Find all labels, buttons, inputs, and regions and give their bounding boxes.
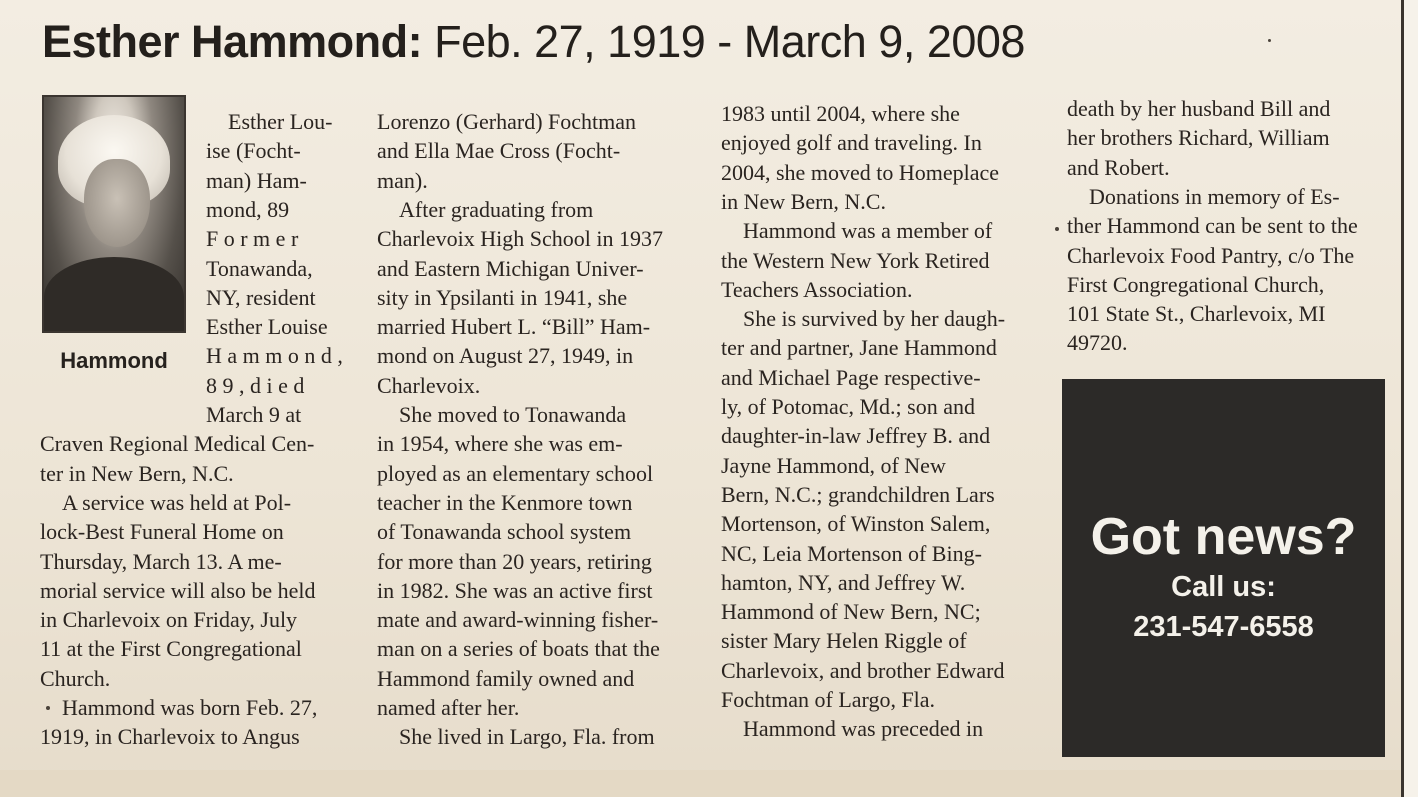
column2-line: for more than 20 years, retiring [377, 549, 652, 574]
column1-line: A service was held at Pol- [62, 490, 292, 515]
column3-line: She is survived by her daugh- [743, 306, 1006, 331]
column3-line: Teachers Association. [721, 277, 913, 302]
ad-call-label: Call us: [1171, 571, 1276, 603]
column2-line: Lorenzo (Gerhard) Fochtman [377, 109, 637, 134]
column1-line: ise (Focht- [206, 138, 301, 163]
column1-line: in Charlevoix on Friday, July [40, 607, 298, 632]
column1-line: man) Ham- [206, 168, 307, 193]
column2-line: Charlevoix. [377, 373, 481, 398]
column3-line: Mortenson, of Winston Salem, [721, 511, 991, 536]
ad-phone: 231-547-6558 [1133, 611, 1314, 643]
column1-line: Tonawanda, [206, 256, 313, 281]
column2-line: Charlevoix High School in 1937 [377, 226, 663, 251]
column3-line: enjoyed golf and traveling. In [721, 130, 982, 155]
column3-line: Bern, N.C.; grandchildren Lars [721, 482, 995, 507]
column1-line: NY, resident [206, 285, 316, 310]
print-speck [1268, 39, 1271, 42]
column2-line: and Eastern Michigan Univer- [377, 256, 644, 281]
column3-line: Charlevoix, and brother Edward [721, 658, 1005, 683]
print-speck [46, 706, 50, 710]
column1-line: March 9 at [206, 402, 302, 427]
column4-line: First Congregational Church, [1067, 272, 1325, 297]
column2-line: She moved to Tonawanda [399, 402, 627, 427]
column3-line: Hammond was preceded in [743, 716, 984, 741]
column2-line: mate and award-winning fisher- [377, 607, 659, 632]
column3-line: the Western New York Retired [721, 248, 990, 273]
column1-line: morial service will also be held [40, 578, 316, 603]
column1-line: Hammond was born Feb. 27, [62, 695, 318, 720]
column3-line: Jayne Hammond, of New [721, 453, 946, 478]
column2-line: mond on August 27, 1949, in [377, 343, 634, 368]
column4-line: and Robert. [1067, 155, 1170, 180]
column3-line: 2004, she moved to Homeplace [721, 160, 999, 185]
column3-line: Fochtman of Largo, Fla. [721, 687, 936, 712]
obituary-headline [42, 14, 1142, 70]
column4-line: ther Hammond can be sent to the [1067, 213, 1358, 238]
got-news-ad [1062, 379, 1385, 757]
column3-line: 1983 until 2004, where she [721, 101, 960, 126]
column4-line: Charlevoix Food Pantry, c/o The [1067, 243, 1355, 268]
column1-line: mond, 89 [206, 197, 290, 222]
column1-line: 1919, in Charlevoix to Angus [40, 724, 300, 749]
column1-line: Craven Regional Medical Cen- [40, 431, 315, 456]
print-speck [1055, 227, 1059, 231]
column2-line: Hammond family owned and [377, 666, 635, 691]
column2-line: sity in Ypsilanti in 1941, she [377, 285, 628, 310]
column3-line: ly, of Potomac, Md.; son and [721, 394, 975, 419]
column2-line: man). [377, 168, 428, 193]
column1-line: 11 at the First Congregational [40, 636, 302, 661]
column3-line: Hammond was a member of [743, 218, 993, 243]
column2-line: in 1954, where she was em- [377, 431, 623, 456]
column4-line: death by her husband Bill and [1067, 96, 1331, 121]
column1-line: Church. [40, 666, 111, 691]
column3-line: and Michael Page respective- [721, 365, 981, 390]
column3-line: Hammond of New Bern, NC; [721, 599, 981, 624]
column1-line: lock-Best Funeral Home on [40, 519, 284, 544]
column1-line: Thursday, March 13. A me- [40, 549, 282, 574]
column2-line: and Ella Mae Cross (Focht- [377, 138, 621, 163]
column3-line: in New Bern, N.C. [721, 189, 886, 214]
column2-line: After graduating from [399, 197, 594, 222]
headline-name: Esther Hammond: [42, 16, 423, 67]
column2-line: She lived in Largo, Fla. from [399, 724, 655, 749]
column1-line: Esther Louise [206, 314, 328, 339]
column2-line: in 1982. She was an active first [377, 578, 653, 603]
column1-line: H a m m o n d , [206, 343, 343, 368]
column2-line: married Hubert L. “Bill” Ham- [377, 314, 651, 339]
page-bottom-margin [0, 770, 1404, 797]
headline-dates: Feb. 27, 1919 - March 9, 2008 [434, 16, 1025, 67]
column2-line: of Tonawanda school system [377, 519, 632, 544]
column4-line: Donations in memory of Es- [1089, 184, 1340, 209]
column2-line: named after her. [377, 695, 520, 720]
column1-line: F o r m e r [206, 226, 299, 251]
ad-headline: Got news? [1090, 508, 1357, 566]
page-edge [1401, 0, 1418, 797]
portrait-photo [42, 95, 186, 333]
column2-line: man on a series of boats that the [377, 636, 660, 661]
column3-line: sister Mary Helen Riggle of [721, 628, 967, 653]
column3-line: ter and partner, Jane Hammond [721, 335, 997, 360]
column4-line: her brothers Richard, William [1067, 125, 1330, 150]
column1-line: ter in New Bern, N.C. [40, 461, 234, 486]
column1-line: 8 9 , d i e d [206, 373, 305, 398]
column3-line: NC, Leia Mortenson of Bing- [721, 541, 982, 566]
column3-line: daughter-in-law Jeffrey B. and [721, 423, 991, 448]
column1-line: Esther Lou- [228, 109, 333, 134]
column2-line: teacher in the Kenmore town [377, 490, 633, 515]
column4-line: 49720. [1067, 330, 1128, 355]
column3-line: hamton, NY, and Jeffrey W. [721, 570, 966, 595]
column4-line: 101 State St., Charlevoix, MI [1067, 301, 1326, 326]
column2-line: ployed as an elementary school [377, 461, 654, 486]
photo-caption: Hammond [60, 348, 168, 373]
